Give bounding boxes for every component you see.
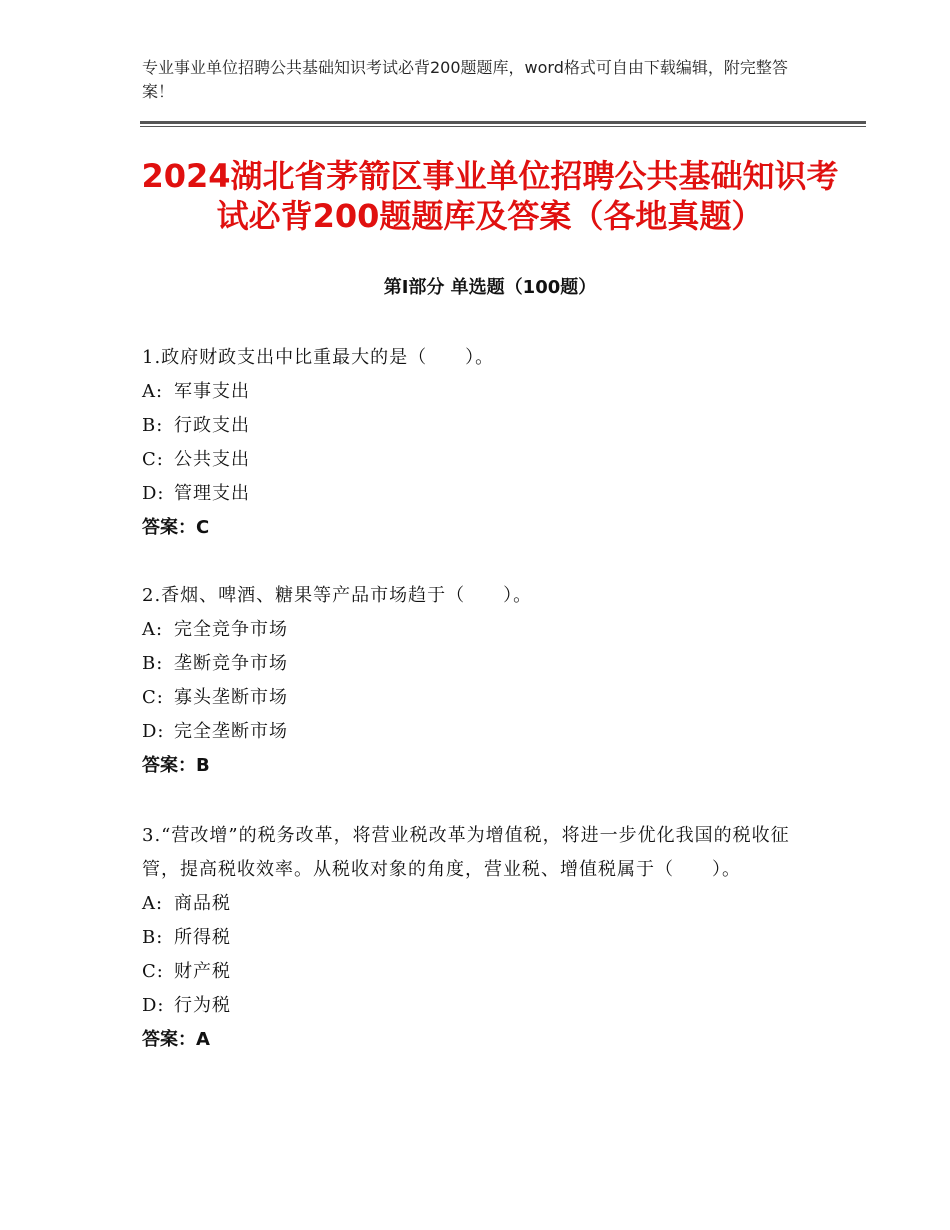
option-text: 财产税 xyxy=(174,961,231,982)
header-divider-thin xyxy=(140,126,866,127)
option-letter: D: xyxy=(142,995,165,1016)
option-letter: C: xyxy=(142,449,164,470)
question-stem: 1.政府财政支出中比重最大的是（ ）。 xyxy=(142,347,495,368)
option-b xyxy=(142,921,802,955)
option-letter: A: xyxy=(142,893,164,914)
option-letter: A: xyxy=(142,381,164,402)
answer-line: 答案：C xyxy=(142,517,210,538)
option-d xyxy=(142,477,802,511)
option-letter: B: xyxy=(142,653,164,674)
answer-line: 答案：B xyxy=(142,755,210,776)
question-item xyxy=(142,579,802,783)
option-letter: C: xyxy=(142,961,164,982)
option-a xyxy=(142,887,802,921)
option-a xyxy=(142,613,802,647)
option-text: 所得税 xyxy=(174,927,231,948)
option-letter: C: xyxy=(142,687,164,708)
option-c xyxy=(142,955,802,989)
option-b xyxy=(142,409,802,443)
option-a xyxy=(142,375,802,409)
option-text: 管理支出 xyxy=(174,483,250,504)
document-title: 2024湖北省茅箭区事业单位招聘公共基础知识考试必背200题题库及答案（各地真题） xyxy=(141,157,839,235)
header-divider-thick xyxy=(140,121,866,124)
option-c xyxy=(142,443,802,477)
option-text: 寡头垄断市场 xyxy=(174,687,288,708)
option-c xyxy=(142,681,802,715)
question-stem: 2.香烟、啤酒、糖果等产品市场趋于（ ）。 xyxy=(142,585,533,606)
option-text: 垄断竞争市场 xyxy=(174,653,288,674)
option-text: 军事支出 xyxy=(174,381,250,402)
option-text: 行为税 xyxy=(174,995,231,1016)
question-item xyxy=(142,819,802,1057)
option-b xyxy=(142,647,802,681)
option-text: 行政支出 xyxy=(174,415,250,436)
option-letter: A: xyxy=(142,619,164,640)
option-text: 公共支出 xyxy=(174,449,250,470)
option-d xyxy=(142,989,802,1023)
option-letter: D: xyxy=(142,483,165,504)
section-title: 第Ⅰ部分 单选题（100题） xyxy=(383,277,597,298)
option-text: 完全竞争市场 xyxy=(174,619,288,640)
question-item xyxy=(142,341,802,545)
question-stem: 3.“营改增”的税务改革，将营业税改革为增值税，将进一步优化我国的税收征管，提高税收效率。从税收对象的角度，营业税、增值税属于（ ）。 xyxy=(142,825,790,880)
option-letter: B: xyxy=(142,415,164,436)
option-text: 完全垄断市场 xyxy=(174,721,288,742)
option-text: 商品税 xyxy=(174,893,231,914)
option-letter: B: xyxy=(142,927,164,948)
option-letter: D: xyxy=(142,721,165,742)
answer-line: 答案：A xyxy=(142,1029,210,1050)
option-d xyxy=(142,715,802,749)
header-note: 专业事业单位招聘公共基础知识考试必背200题题库，word格式可自由下载编辑，附完整答案！ xyxy=(142,58,788,101)
